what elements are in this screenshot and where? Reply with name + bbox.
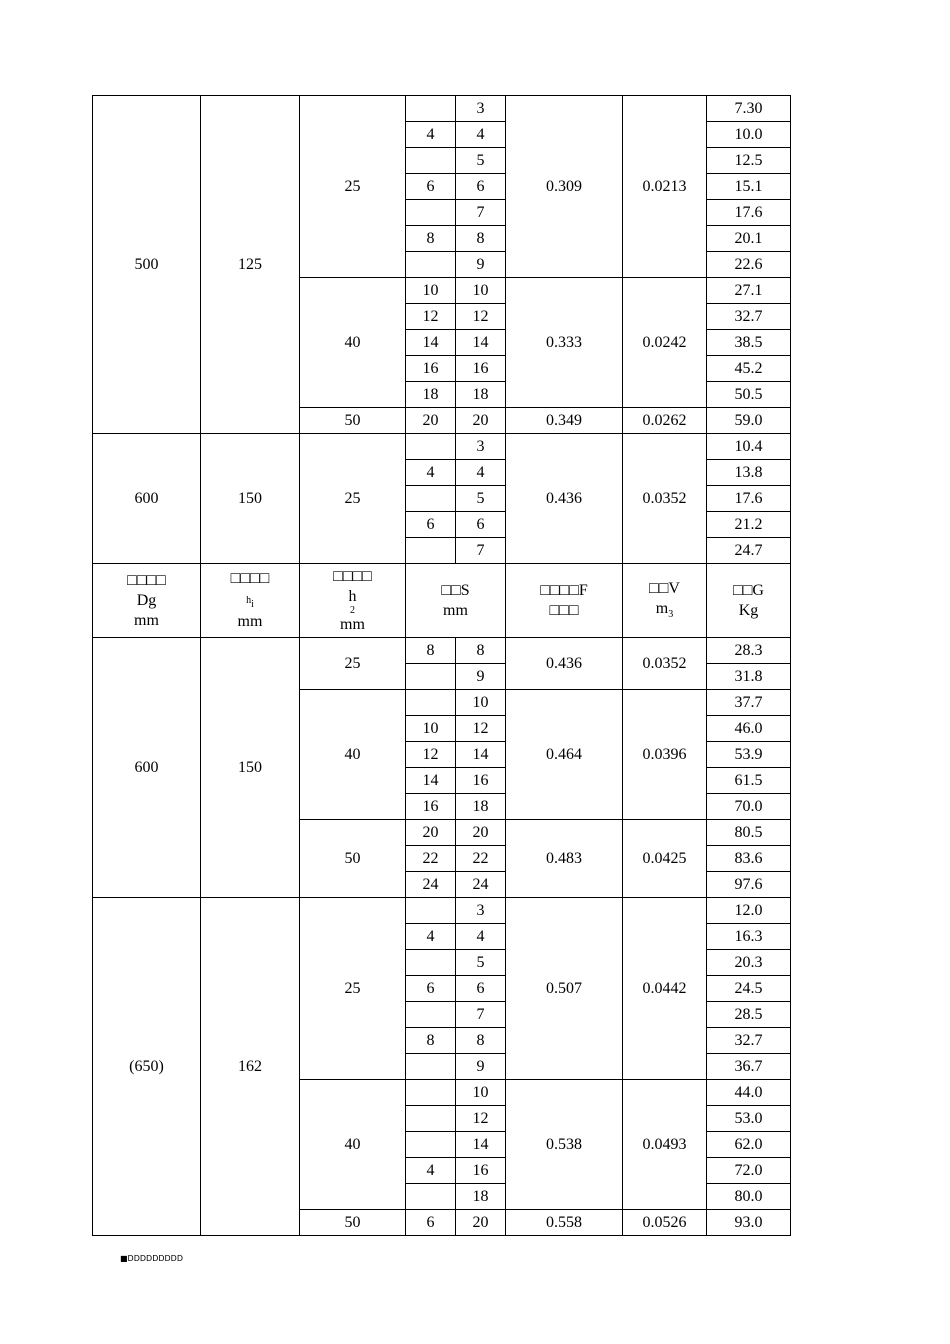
- s-thin-cell: [406, 434, 456, 460]
- table-row: [93, 434, 791, 460]
- h2-cell: 40: [300, 1080, 406, 1210]
- header-dg: □□□□ Dg mm: [93, 564, 201, 638]
- g-cell: 53.0: [707, 1106, 791, 1132]
- s-cell: 7: [456, 1002, 506, 1028]
- h2-cell: 40: [300, 278, 406, 408]
- s-cell: 12: [456, 716, 506, 742]
- s-thin-cell: 22: [406, 846, 456, 872]
- header-v: □□V $m_3$: [623, 564, 707, 638]
- f-cell: 0.349: [506, 408, 623, 434]
- s-thin-cell: [406, 1054, 456, 1080]
- g-cell: 24.5: [707, 976, 791, 1002]
- g-cell: 97.6: [707, 872, 791, 898]
- s-cell: 18: [456, 382, 506, 408]
- s-cell: 8: [456, 226, 506, 252]
- table-row: [93, 898, 791, 924]
- s-cell: 16: [456, 1158, 506, 1184]
- f-cell: 0.333: [506, 278, 623, 408]
- table-row: [93, 96, 791, 122]
- s-cell: 8: [456, 1028, 506, 1054]
- h2-cell: 25: [300, 96, 406, 278]
- g-cell: 24.7: [707, 538, 791, 564]
- s-cell: 18: [456, 1184, 506, 1210]
- h2-cell: 50: [300, 408, 406, 434]
- s-cell: 4: [456, 924, 506, 950]
- s-thin-cell: 12: [406, 742, 456, 768]
- s-thin-cell: [406, 486, 456, 512]
- g-cell: 93.0: [707, 1210, 791, 1236]
- v-cell: 0.0425: [623, 820, 707, 898]
- s-cell: 12: [456, 1106, 506, 1132]
- h2-cell: 40: [300, 690, 406, 820]
- s-thin-cell: 4: [406, 1158, 456, 1184]
- f-cell: 0.483: [506, 820, 623, 898]
- header-f: □□□□F □□□: [506, 564, 623, 638]
- g-cell: 83.6: [707, 846, 791, 872]
- s-thin-cell: [406, 538, 456, 564]
- s-thin-cell: 20: [406, 820, 456, 846]
- s-cell: 5: [456, 486, 506, 512]
- s-cell: 16: [456, 356, 506, 382]
- g-cell: 80.0: [707, 1184, 791, 1210]
- v-cell: 0.0262: [623, 408, 707, 434]
- header-g: □□G Kg: [707, 564, 791, 638]
- s-cell: 14: [456, 330, 506, 356]
- g-cell: 59.0: [707, 408, 791, 434]
- v-cell: 0.0352: [623, 434, 707, 564]
- tank-spec-table: [92, 95, 791, 1236]
- h2-cell: 25: [300, 434, 406, 564]
- s-thin-cell: 10: [406, 716, 456, 742]
- g-cell: 28.5: [707, 1002, 791, 1028]
- header-h1: □□□□ $h_i$ mm: [201, 564, 300, 638]
- dg-cell: (650): [93, 898, 201, 1236]
- s-thin-cell: 6: [406, 1210, 456, 1236]
- g-cell: 15.1: [707, 174, 791, 200]
- g-cell: 72.0: [707, 1158, 791, 1184]
- header-block: [93, 564, 791, 638]
- table-row: [93, 638, 791, 664]
- g-cell: 53.9: [707, 742, 791, 768]
- h2-cell: 25: [300, 638, 406, 690]
- s-cell: 24: [456, 872, 506, 898]
- header-h2: □□□□ h 2 mm: [300, 564, 406, 638]
- s-cell: 10: [456, 1080, 506, 1106]
- g-cell: 17.6: [707, 486, 791, 512]
- s-thin-cell: [406, 1106, 456, 1132]
- s-thin-cell: [406, 898, 456, 924]
- g-cell: 46.0: [707, 716, 791, 742]
- dg-cell: 600: [93, 638, 201, 898]
- h1-cell: 150: [201, 638, 300, 898]
- s-thin-cell: 8: [406, 638, 456, 664]
- s-cell: 6: [456, 174, 506, 200]
- dg-cell: 600: [93, 434, 201, 564]
- header-row: [93, 564, 791, 638]
- s-thin-cell: 10: [406, 278, 456, 304]
- g-cell: 7.30: [707, 96, 791, 122]
- g-cell: 38.5: [707, 330, 791, 356]
- s-cell: 3: [456, 434, 506, 460]
- g-cell: 20.1: [707, 226, 791, 252]
- s-thin-cell: 16: [406, 356, 456, 382]
- s-cell: 3: [456, 898, 506, 924]
- g-cell: 61.5: [707, 768, 791, 794]
- g-cell: 36.7: [707, 1054, 791, 1080]
- g-cell: 21.2: [707, 512, 791, 538]
- v-cell: 0.0493: [623, 1080, 707, 1210]
- s-cell: 6: [456, 512, 506, 538]
- s-thin-cell: 4: [406, 924, 456, 950]
- s-cell: 14: [456, 1132, 506, 1158]
- s-cell: 20: [456, 820, 506, 846]
- g-cell: 10.4: [707, 434, 791, 460]
- s-cell: 7: [456, 200, 506, 226]
- s-thin-cell: [406, 664, 456, 690]
- s-cell: 20: [456, 408, 506, 434]
- f-cell: 0.507: [506, 898, 623, 1080]
- s-thin-cell: [406, 148, 456, 174]
- dg-cell: 500: [93, 96, 201, 434]
- s-cell: 5: [456, 950, 506, 976]
- h2-cell: 50: [300, 820, 406, 898]
- s-cell: 10: [456, 278, 506, 304]
- s-thin-cell: [406, 1132, 456, 1158]
- s-cell: 8: [456, 638, 506, 664]
- s-cell: 9: [456, 664, 506, 690]
- block-600-b: [93, 638, 791, 898]
- h2-cell: 50: [300, 1210, 406, 1236]
- s-cell: 22: [456, 846, 506, 872]
- s-thin-cell: [406, 950, 456, 976]
- h1-cell: 162: [201, 898, 300, 1236]
- v-cell: 0.0242: [623, 278, 707, 408]
- g-cell: 16.3: [707, 924, 791, 950]
- s-cell: 14: [456, 742, 506, 768]
- g-cell: 32.7: [707, 304, 791, 330]
- page-footer: ■DDDDDDDDD: [120, 1254, 183, 1263]
- v-cell: 0.0213: [623, 96, 707, 278]
- s-cell: 20: [456, 1210, 506, 1236]
- s-thin-cell: 8: [406, 226, 456, 252]
- f-cell: 0.436: [506, 434, 623, 564]
- s-cell: 4: [456, 122, 506, 148]
- g-cell: 28.3: [707, 638, 791, 664]
- s-cell: 9: [456, 252, 506, 278]
- block-600-a: [93, 434, 791, 564]
- s-thin-cell: [406, 1002, 456, 1028]
- s-cell: 9: [456, 1054, 506, 1080]
- s-thin-cell: 4: [406, 122, 456, 148]
- s-thin-cell: 16: [406, 794, 456, 820]
- s-thin-cell: [406, 252, 456, 278]
- s-thin-cell: 12: [406, 304, 456, 330]
- h1-cell: 150: [201, 434, 300, 564]
- s-thin-cell: 6: [406, 512, 456, 538]
- g-cell: 45.2: [707, 356, 791, 382]
- f-cell: 0.309: [506, 96, 623, 278]
- block-650: [93, 898, 791, 1236]
- g-cell: 50.5: [707, 382, 791, 408]
- g-cell: 32.7: [707, 1028, 791, 1054]
- g-cell: 17.6: [707, 200, 791, 226]
- s-thin-cell: [406, 1080, 456, 1106]
- s-thin-cell: 6: [406, 976, 456, 1002]
- s-cell: 4: [456, 460, 506, 486]
- g-cell: 12.0: [707, 898, 791, 924]
- s-thin-cell: [406, 200, 456, 226]
- s-thin-cell: [406, 1184, 456, 1210]
- g-cell: 62.0: [707, 1132, 791, 1158]
- g-cell: 22.6: [707, 252, 791, 278]
- f-cell: 0.464: [506, 690, 623, 820]
- block-500: [93, 96, 791, 434]
- g-cell: 44.0: [707, 1080, 791, 1106]
- f-cell: 0.538: [506, 1080, 623, 1210]
- g-cell: 12.5: [707, 148, 791, 174]
- header-s: □□S mm: [406, 564, 506, 638]
- s-thin-cell: 6: [406, 174, 456, 200]
- g-cell: 70.0: [707, 794, 791, 820]
- h1-cell: 125: [201, 96, 300, 434]
- s-thin-cell: [406, 96, 456, 122]
- v-cell: 0.0352: [623, 638, 707, 690]
- s-cell: 16: [456, 768, 506, 794]
- s-thin-cell: 14: [406, 768, 456, 794]
- s-cell: 10: [456, 690, 506, 716]
- g-cell: 20.3: [707, 950, 791, 976]
- s-thin-cell: 20: [406, 408, 456, 434]
- s-thin-cell: 24: [406, 872, 456, 898]
- h2-cell: 25: [300, 898, 406, 1080]
- g-cell: 80.5: [707, 820, 791, 846]
- s-thin-cell: 8: [406, 1028, 456, 1054]
- g-cell: 13.8: [707, 460, 791, 486]
- s-cell: 18: [456, 794, 506, 820]
- s-cell: 6: [456, 976, 506, 1002]
- v-cell: 0.0396: [623, 690, 707, 820]
- s-thin-cell: 14: [406, 330, 456, 356]
- g-cell: 37.7: [707, 690, 791, 716]
- s-cell: 3: [456, 96, 506, 122]
- s-thin-cell: [406, 690, 456, 716]
- s-cell: 7: [456, 538, 506, 564]
- s-thin-cell: 18: [406, 382, 456, 408]
- f-cell: 0.558: [506, 1210, 623, 1236]
- g-cell: 10.0: [707, 122, 791, 148]
- s-cell: 5: [456, 148, 506, 174]
- s-cell: 12: [456, 304, 506, 330]
- g-cell: 31.8: [707, 664, 791, 690]
- g-cell: 27.1: [707, 278, 791, 304]
- s-thin-cell: 4: [406, 460, 456, 486]
- v-cell: 0.0442: [623, 898, 707, 1080]
- v-cell: 0.0526: [623, 1210, 707, 1236]
- f-cell: 0.436: [506, 638, 623, 690]
